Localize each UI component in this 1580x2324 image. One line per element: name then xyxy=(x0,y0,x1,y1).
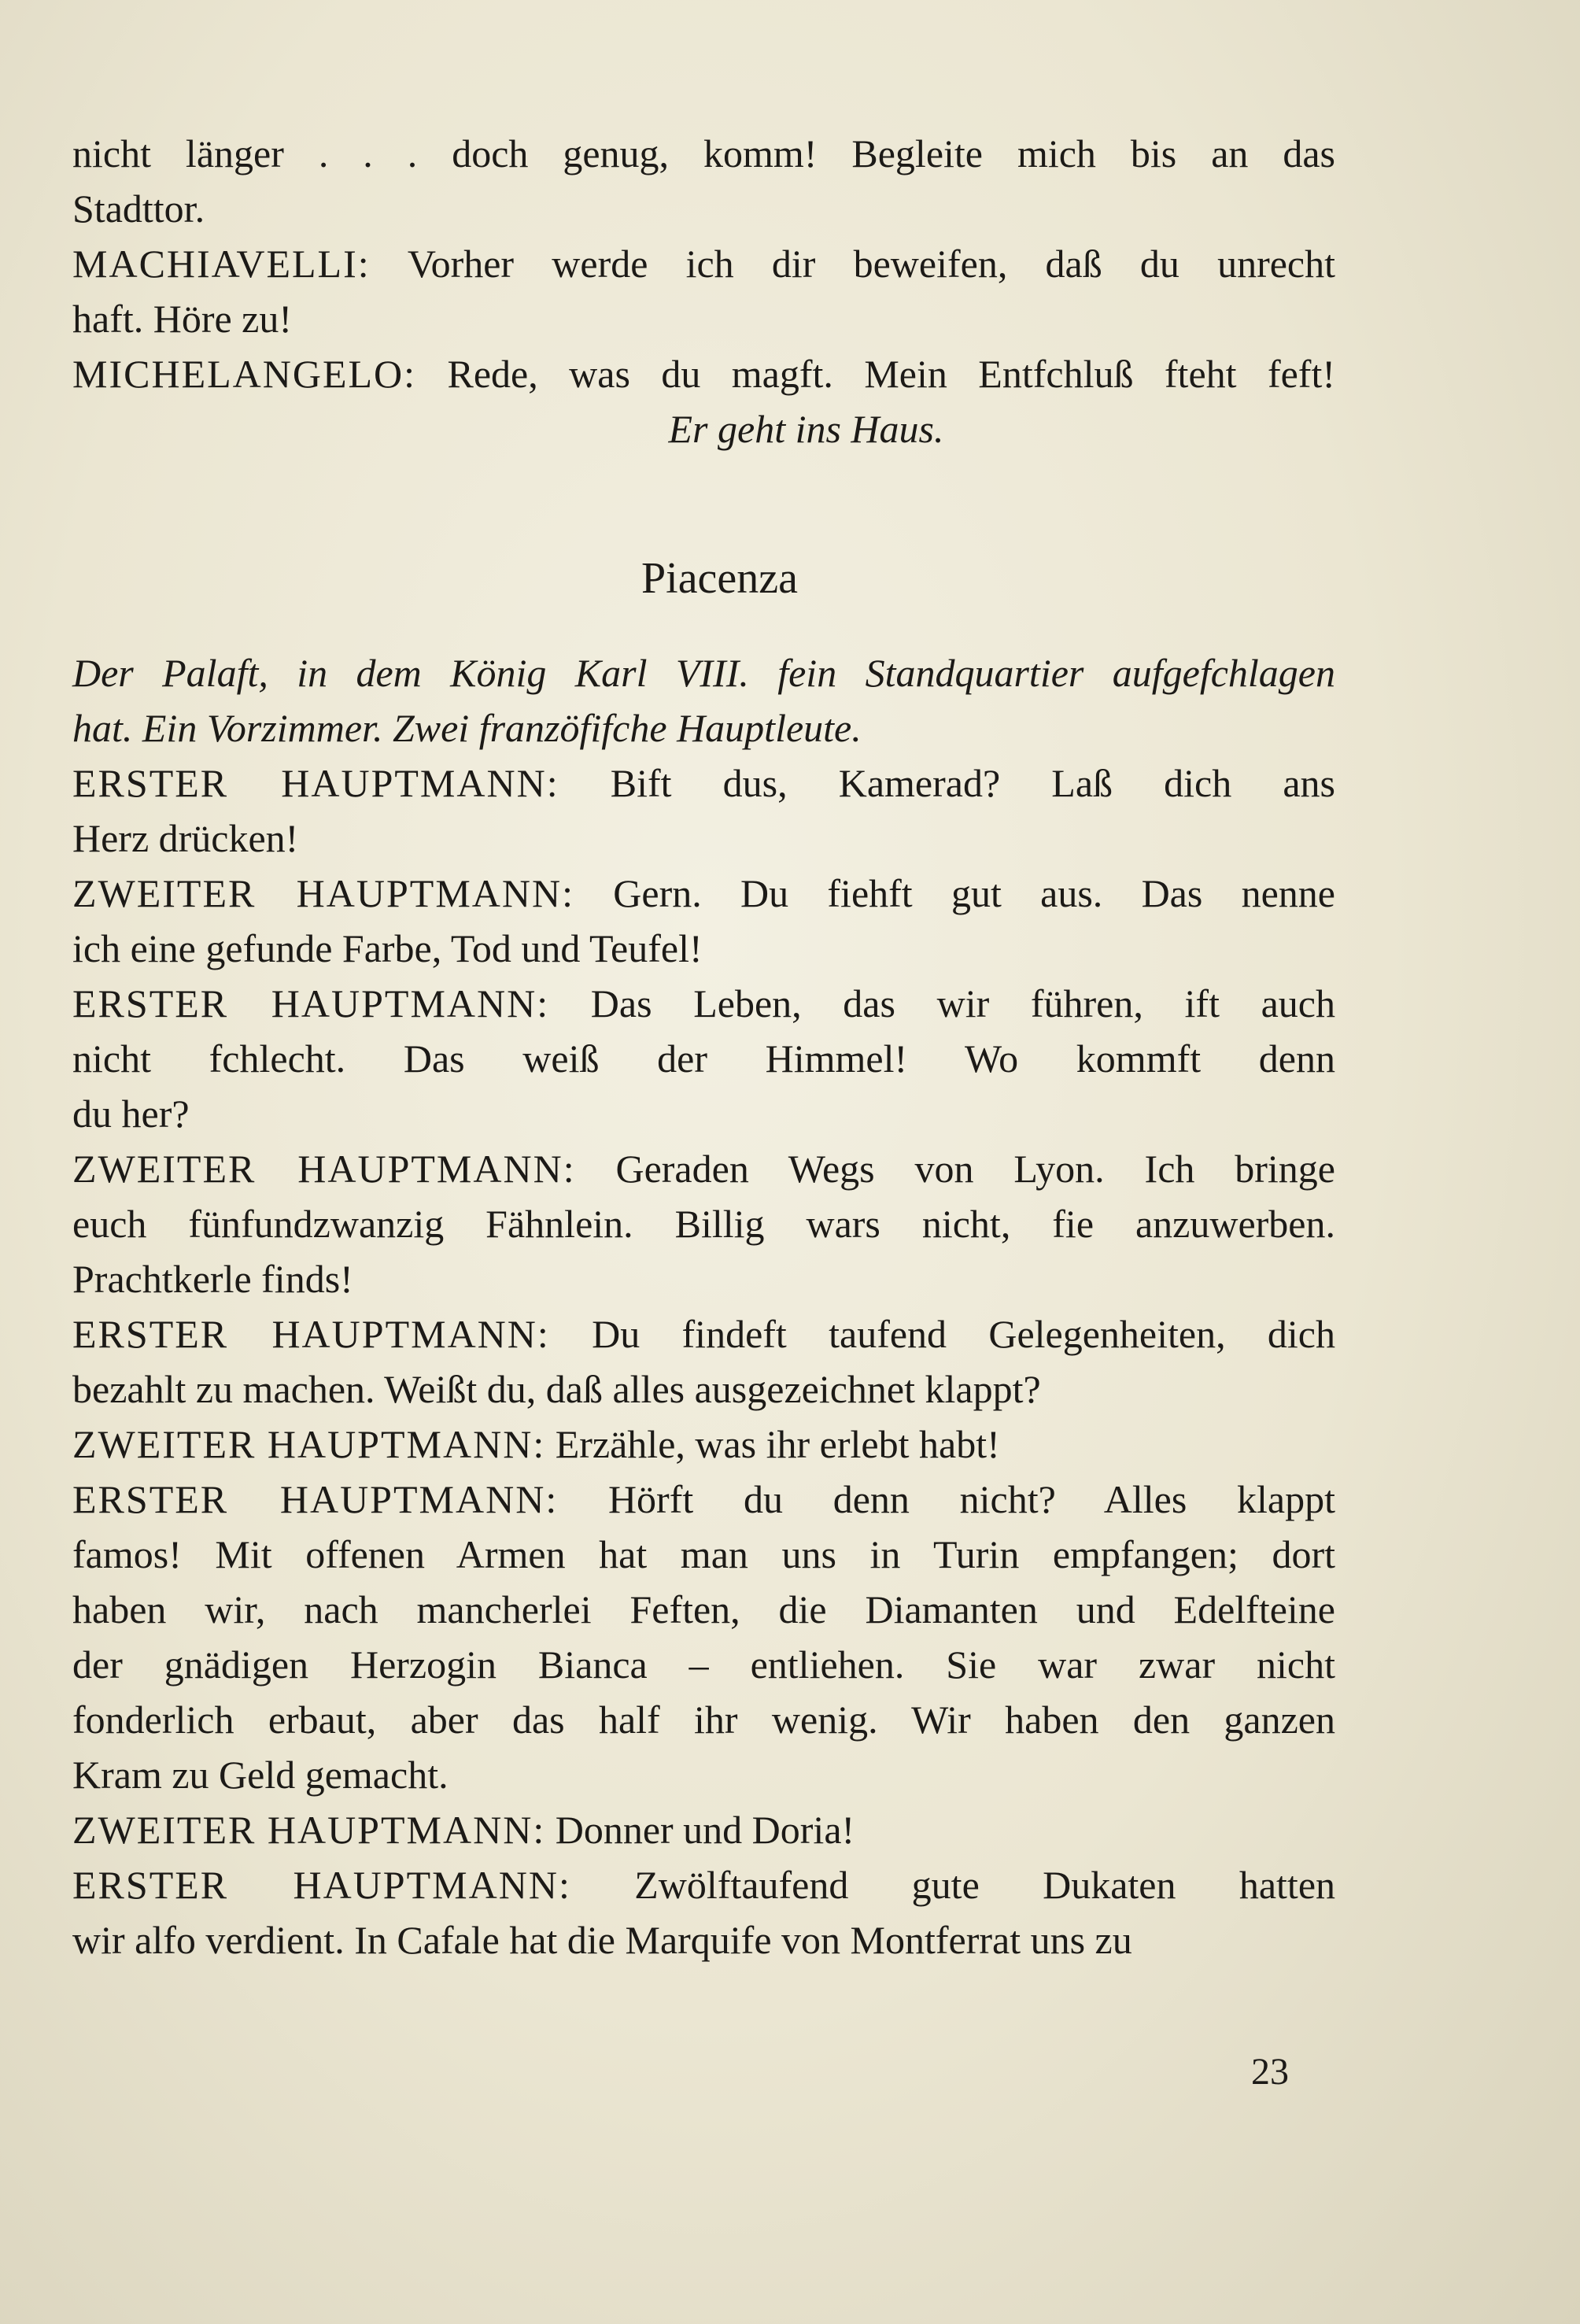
speech-text: Vorher werde ich dir beweifen, daß du unrecht xyxy=(407,242,1335,286)
dialogue-line xyxy=(72,1857,1335,1912)
speech-text: Donner und Doria! xyxy=(555,1808,855,1852)
speaker-name: ERSTER HAUPTMANN: xyxy=(72,761,559,805)
dialogue-list xyxy=(72,756,1335,1967)
speaker-name: ERSTER HAUPTMANN: xyxy=(72,1863,571,1907)
text-line: haft. Höre zu! xyxy=(72,297,293,341)
text-line: Kram zu Geld gemacht. xyxy=(72,1753,449,1797)
text-line: famos! Mit offenen Armen hat man uns in Turin empfangen; dort xyxy=(72,1532,1335,1576)
text-line: nicht länger . . . doch genug, komm! Begleite mich bis an das xyxy=(72,131,1335,176)
speech-text: Du findeft taufend Gelegenheiten, dich xyxy=(592,1312,1335,1356)
dialogue-line xyxy=(72,346,1335,401)
dialogue-line xyxy=(72,976,1335,1031)
text-line: der gnädigen Herzogin Bianca – entliehen. Sie war zwar nicht xyxy=(72,1642,1335,1687)
scene-direction-line: Der Palaft, in dem König Karl VIII. fein Standquartier aufgefchlagen xyxy=(72,651,1335,695)
page-text xyxy=(72,126,1335,1967)
dialogue-line xyxy=(72,1141,1335,1196)
speaker-name: ZWEITER HAUPTMANN: xyxy=(72,1147,576,1191)
speaker-name: ZWEITER HAUPTMANN: xyxy=(72,871,574,915)
text-line: Herz drücken! xyxy=(72,816,299,860)
dialogue-line xyxy=(72,1472,1335,1527)
dialogue-line xyxy=(72,1802,1335,1857)
text-line: Stadttor. xyxy=(72,187,205,231)
speech-text: Gern. Du fiehft gut aus. Das nenne xyxy=(613,871,1335,915)
dialogue-line xyxy=(72,1417,1335,1472)
dialogue-line xyxy=(72,1306,1335,1362)
speech-text: Zwölftaufend gute Dukaten hatten xyxy=(634,1863,1336,1907)
text-line: du her? xyxy=(72,1092,190,1136)
scene-heading: Piacenza xyxy=(641,554,798,603)
dialogue-line xyxy=(72,756,1335,811)
page-number: 23 xyxy=(1251,2051,1289,2093)
speech-text: Bift dus, Kamerad? Laß dich ans xyxy=(610,761,1335,805)
speaker-name: MACHIAVELLI: xyxy=(72,242,371,286)
speaker-name: ERSTER HAUPTMANN: xyxy=(72,981,550,1025)
speaker-name: ZWEITER HAUPTMANN: xyxy=(72,1422,546,1466)
text-line: Prachtkerle finds! xyxy=(72,1257,353,1301)
speaker-name: ZWEITER HAUPTMANN: xyxy=(72,1808,546,1852)
speech-text: Erzähle, was ihr erlebt habt! xyxy=(555,1422,1000,1466)
text-line: ich eine gefunde Farbe, Tod und Teufel! xyxy=(72,926,703,970)
speech-text: Geraden Wegs von Lyon. Ich bringe xyxy=(615,1147,1336,1191)
dialogue-line xyxy=(72,236,1335,291)
text-line: nicht fchlecht. Das weiß der Himmel! Wo kommft denn xyxy=(72,1036,1335,1081)
speaker-name: ERSTER HAUPTMANN: xyxy=(72,1477,559,1521)
text-line: bezahlt zu machen. Weißt du, daß alles ausgezeichnet klappt? xyxy=(72,1367,1041,1411)
speech-text: Hörft du denn nicht? Alles klappt xyxy=(607,1477,1336,1521)
speech-text: Rede, was du magft. Mein Entfchluß fteht feft! xyxy=(447,352,1335,396)
text-line: euch fünfundzwanzig Fähnlein. Billig wars nicht, fie anzuwerben. xyxy=(72,1202,1335,1246)
text-line: fonderlich erbaut, aber das half ihr wenig. Wir haben den ganzen xyxy=(72,1698,1335,1742)
text-line: wir alfo verdient. In Cafale hat die Marquife von Montferrat uns zu xyxy=(72,1918,1132,1962)
speech-text: Das Leben, das wir führen, ift auch xyxy=(590,981,1335,1025)
speaker-name: MICHELANGELO: xyxy=(72,352,417,396)
scene-direction-line: hat. Ein Vorzimmer. Zwei franzöfifche Hauptleute. xyxy=(72,706,862,750)
dialogue-line xyxy=(72,866,1335,921)
speaker-name: ERSTER HAUPTMANN: xyxy=(72,1312,550,1356)
text-line: haben wir, nach mancherlei Feften, die Diamanten und Edelfteine xyxy=(72,1587,1335,1631)
stage-direction: Er geht ins Haus. xyxy=(668,407,944,451)
